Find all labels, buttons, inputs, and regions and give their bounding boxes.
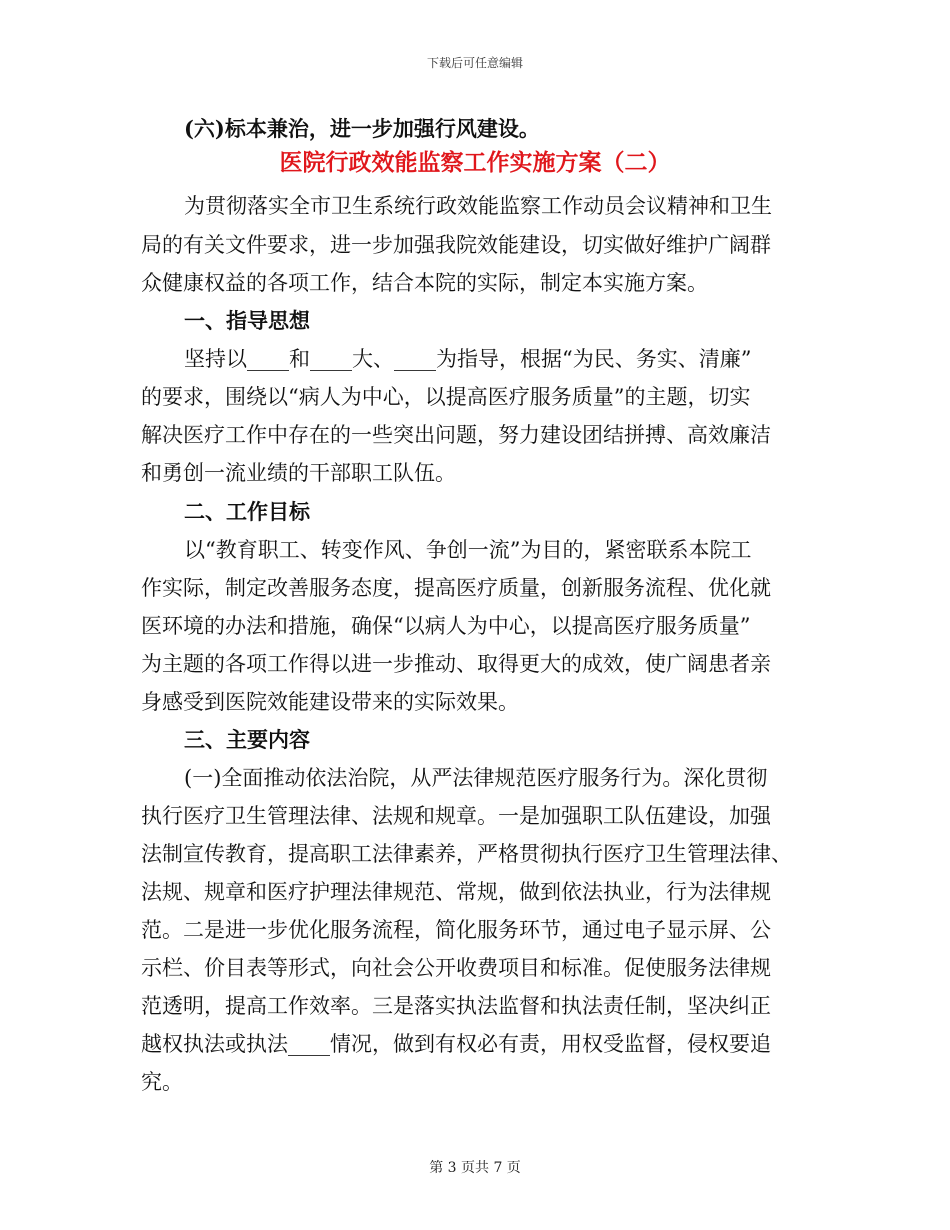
intro-line-3: 众健康权益的各项工作，结合本院的实际，制定本实施方案。 xyxy=(141,271,708,295)
page-number-footer: 第 3 页共 7 页 xyxy=(429,1160,521,1176)
p3-line-7: 范透明，提高工作效率。三是落实执法监督和执法责任制，坚决纠正 xyxy=(141,994,771,1018)
section-heading-guiding-ideology: 一、指导思想 xyxy=(184,308,310,333)
p1-line-2: 的要求，围绕以“病人为中心，以提高医疗服务质量”的主题，切实 xyxy=(141,385,751,409)
p3-line-9: 究。 xyxy=(141,1070,183,1094)
section-heading-main-content: 三、主要内容 xyxy=(184,727,310,752)
p1-line-1: 坚持以____和____大、____为指导，根据“为民、务实、清廉” xyxy=(184,347,752,371)
p2-line-2: 作实际，制定改善服务态度，提高医疗质量，创新服务流程、优化就 xyxy=(141,576,771,600)
p3-line-5: 范。二是进一步优化服务流程，简化服务环节，通过电子显示屏、公 xyxy=(141,918,771,942)
page-header-note: 下载后可任意编辑 xyxy=(426,56,523,70)
intro-line-2: 局的有关文件要求，进一步加强我院效能建设，切实做好维护广阔群 xyxy=(141,233,771,257)
p1-line-4: 和勇创一流业绩的干部职工队伍。 xyxy=(141,461,456,485)
p3-line-3: 法制宣传教育，提高职工法律素养，严格贯彻执行医疗卫生管理法律、 xyxy=(141,842,792,866)
p3-line-1: (一)全面推动依法治院，从严法律规范医疗服务行为。深化贯彻 xyxy=(184,766,768,790)
section-heading-work-goals: 二、工作目标 xyxy=(184,499,310,524)
p2-line-1: 以“教育职工、转变作风、争创一流”为目的，紧密联系本院工 xyxy=(184,538,752,562)
p2-line-4: 为主题的各项工作得以进一步推动、取得更大的成效，使广阔患者亲 xyxy=(141,652,771,676)
p2-line-5: 身感受到医院效能建设带来的实际效果。 xyxy=(141,690,519,714)
previous-section-heading: (六)标本兼治，进一步加强行风建设。 xyxy=(184,116,540,141)
p3-line-4: 法规、规章和医疗护理法律规范、常规，做到依法执业，行为法律规 xyxy=(141,880,771,904)
p3-line-8: 越权执法或执法____情况，做到有权必有责，用权受监督，侵权要追 xyxy=(141,1032,771,1056)
p1-line-3: 解决医疗工作中存在的一些突出问题，努力建设团结拼搏、高效廉洁 xyxy=(141,423,771,447)
p3-line-6: 示栏、价目表等形式，向社会公开收费项目和标准。促使服务法律规 xyxy=(141,956,771,980)
document-title: 医院行政效能监察工作实施方案（二） xyxy=(279,149,671,176)
p3-line-2: 执行医疗卫生管理法律、法规和规章。一是加强职工队伍建设，加强 xyxy=(141,804,771,828)
intro-line-1: 为贯彻落实全市卫生系统行政效能监察工作动员会议精神和卫生 xyxy=(184,194,772,218)
p2-line-3: 医环境的办法和措施，确保“以病人为中心，以提高医疗服务质量” xyxy=(141,614,751,638)
